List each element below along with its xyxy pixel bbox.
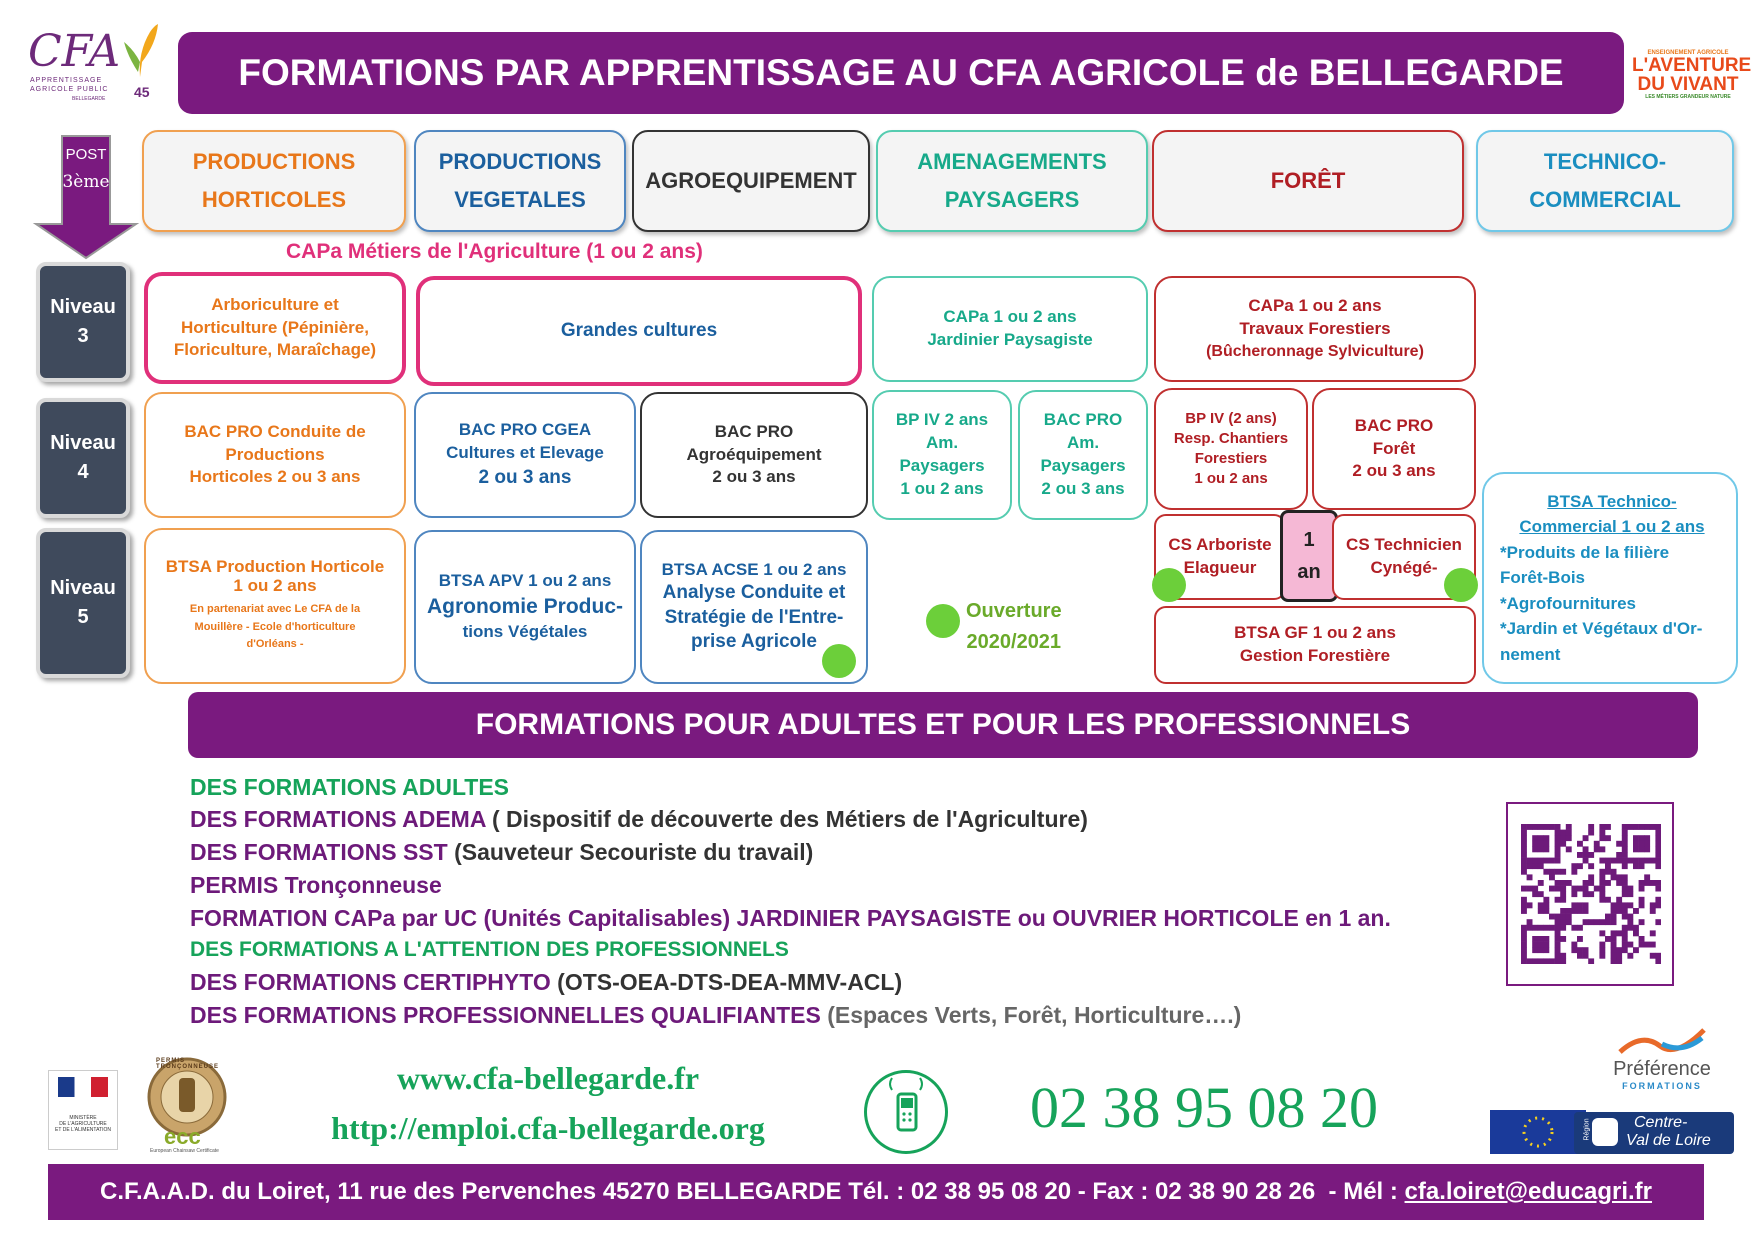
box-line: Arboriculture et — [211, 294, 339, 314]
category-agroequipement — [632, 130, 870, 232]
preference-sub: FORMATIONS — [1622, 1081, 1702, 1091]
line-main: DES FORMATIONS PROFESSIONNELLES QUALIFIANTES — [190, 1002, 828, 1028]
box-line: Horticoles 2 ou 3 ans — [189, 467, 361, 487]
bp-iv-am-paysagers — [872, 390, 1012, 520]
btsa-technico-commercial — [1482, 472, 1738, 684]
one-year-badge — [1280, 510, 1338, 602]
box-line: *Agrofournitures — [1500, 593, 1636, 613]
box-line: *Produits de la filière — [1500, 542, 1670, 562]
adult-line-1 — [190, 774, 509, 801]
box-line: Floriculture, Maraîchage) — [173, 340, 377, 360]
category-productions-vegetales — [414, 130, 626, 232]
box-line: Agroéquipement — [686, 444, 822, 464]
green-dot-icon — [1444, 568, 1478, 602]
box-line: Analyse Conduite et — [662, 582, 846, 604]
box-note: Mouillère - Ecole d'horticulture — [194, 620, 356, 633]
adult-title-text: FORMATIONS POUR ADULTES ET POUR LES PROFESSIONNELS — [475, 708, 1411, 741]
box-line: Jardinier Paysagiste — [927, 330, 1093, 349]
line-main: DES FORMATIONS SST — [190, 839, 455, 865]
line-main: DES FORMATIONS ADULTES — [190, 774, 510, 800]
green-dot-icon — [926, 604, 960, 638]
preference-wave-icon — [1612, 1024, 1712, 1058]
box-line: an — [1297, 561, 1321, 583]
level-label: Niveau — [50, 577, 116, 599]
bp-iv-resp-chantiers — [1154, 388, 1308, 510]
aventure-l2: DU VIVANT — [1637, 74, 1739, 95]
adult-line-2 — [190, 806, 1088, 833]
main-title-text: FORMATIONS PAR APPRENTISSAGE AU CFA AGRICOLE de BELLEGARDE — [238, 52, 1564, 93]
bac-pro-cgea — [414, 392, 636, 518]
aventure-l1: L'AVENTURE — [1632, 55, 1752, 76]
logo-line3: BELLEGARDE — [72, 96, 106, 102]
mobile-phone-icon — [864, 1070, 948, 1154]
box-line: 2 ou 3 ans — [478, 467, 572, 489]
bac-pro-horticoles — [144, 392, 406, 518]
box-line: BAC PRO — [1043, 410, 1123, 430]
bac-pro-am-paysagers — [1018, 390, 1148, 520]
bac-pro-agroequipement — [640, 392, 868, 518]
box-line: BTSA ACSE 1 ou 2 ans — [661, 559, 847, 579]
box-line: 2 ou 3 ans — [1352, 461, 1436, 481]
capa-travaux-forestiers — [1154, 276, 1476, 382]
box-line: Cynégé- — [1370, 558, 1438, 577]
line-detail: (Sauveteur Secouriste du travail) — [454, 839, 814, 865]
line-detail: (Espaces Verts, Forêt, Horticulture….) — [827, 1002, 1242, 1028]
box-line: Paysagers — [899, 456, 985, 475]
level-3 — [36, 262, 130, 382]
box-line: BAC PRO CGEA — [458, 420, 592, 440]
ouverture-label — [966, 596, 1062, 658]
ouverture-line: Ouverture — [966, 600, 1062, 622]
level-number: 5 — [77, 606, 89, 628]
level-number: 3 — [77, 325, 89, 347]
box-line: Am. — [925, 433, 959, 453]
permis-brand: ecc — [164, 1124, 201, 1149]
box-line: BAC PRO Conduite de — [184, 421, 366, 441]
region-l2: Val de Loire — [1626, 1132, 1711, 1149]
line-main: DES FORMATIONS A L'ATTENTION DES PROFESSIONNELS — [190, 938, 789, 961]
level-5 — [36, 528, 130, 678]
permis-tronconneuse-logo — [146, 1056, 228, 1154]
cat-line: PAYSAGERS — [944, 187, 1080, 212]
box-line: BAC PRO — [714, 421, 794, 441]
box-line: BP IV 2 ans — [895, 410, 989, 430]
phone-icon-circle — [864, 1070, 948, 1154]
box-line: CS Arboriste — [1168, 535, 1272, 555]
line-main: FORMATION CAPa par UC (Unités Capitalisables) JARDINIER PAYSAGISTE ou OUVRIER HORTICOLE en 1 an. — [190, 905, 1391, 931]
line-main: DES FORMATIONS CERTIPHYTO — [190, 969, 558, 995]
cat-line: TECHNICO- — [1543, 148, 1667, 174]
capa-jardinier-paysagiste — [872, 276, 1148, 382]
box-line: Productions — [225, 444, 325, 464]
phone-number[interactable]: 02 38 95 08 20 — [1030, 1075, 1378, 1140]
qr-code[interactable] — [1506, 802, 1674, 986]
cat-line: PRODUCTIONS — [438, 148, 602, 174]
box-line: (Bûcheronnage Sylviculture) — [1206, 343, 1424, 361]
bac-pro-foret — [1312, 388, 1476, 510]
box-line: Grandes cultures — [560, 320, 718, 342]
website-link[interactable]: www.cfa-bellegarde.fr — [396, 1060, 700, 1096]
box-line: BP IV (2 ans) — [1185, 409, 1277, 427]
box-line: Paysagers — [1040, 456, 1126, 475]
category-amenagements-paysagers — [876, 130, 1148, 232]
line-main: DES FORMATIONS ADEMA — [190, 806, 492, 832]
aventure-bottom: LES MÉTIERS GRANDEUR NATURE — [1645, 94, 1731, 100]
category-productions-horticoles — [142, 130, 406, 232]
ouverture-line: 2020/2021 — [966, 631, 1062, 653]
box-line: Forêt — [1372, 438, 1416, 458]
post-3eme-arrow — [32, 134, 140, 260]
box-line: Horticulture (Pépinière, — [181, 317, 369, 337]
adult-title — [188, 692, 1698, 758]
box-line: CS Technicien — [1346, 535, 1462, 555]
box-line: BTSA APV 1 ou 2 ans — [438, 570, 612, 590]
box-line: BTSA Technico- — [1547, 491, 1677, 511]
adult-line-7 — [190, 969, 902, 996]
adult-line-4 — [190, 872, 442, 899]
post-3eme-label: 3ème — [62, 172, 110, 192]
region-l1: Centre- — [1634, 1114, 1688, 1131]
eu-flag-icon — [1490, 1110, 1586, 1154]
adult-line-3 — [190, 839, 813, 866]
box-line: Forêt-Bois — [1500, 568, 1585, 588]
aventure-logo — [1632, 50, 1752, 108]
permis-ring-text: PERMIS TRONÇONNEUSE — [156, 1058, 220, 1070]
footer-bar — [48, 1164, 1704, 1220]
green-dot-icon — [822, 644, 856, 678]
line-detail: (OTS-OEA-DTS-DEA-MMV-ACL) — [557, 969, 903, 995]
box-line: Agronomie Produc- — [426, 594, 623, 618]
region-logo — [1574, 1112, 1734, 1154]
level-4 — [36, 398, 130, 518]
region-side: Région — [1583, 1118, 1591, 1141]
level-label: Niveau — [50, 296, 116, 318]
box-line: 1 ou 2 ans — [233, 575, 317, 595]
box-line: nement — [1500, 644, 1561, 664]
box-line: 1 — [1303, 529, 1315, 551]
category-technico-commercial — [1476, 130, 1734, 232]
box-line: 2 ou 3 ans — [1041, 478, 1125, 498]
box-line: Forestiers — [1194, 450, 1268, 467]
level-label: Niveau — [50, 432, 116, 454]
box-line: prise Agricole — [690, 631, 817, 653]
box-line: BTSA Production Horticole — [165, 556, 385, 576]
preference-logo — [1594, 1024, 1730, 1108]
aventure-top: ENSEIGNEMENT AGRICOLE — [1647, 50, 1729, 56]
box-line: CAPa 1 ou 2 ans — [1248, 296, 1382, 316]
emploi-link[interactable]: http://emploi.cfa-bellegarde.org — [331, 1110, 765, 1146]
box-line: Stratégie de l'Entre- — [664, 606, 844, 628]
box-line: 1 ou 2 ans — [1194, 470, 1268, 488]
main-title — [178, 32, 1624, 114]
box-line: 2 ou 3 ans — [712, 467, 796, 487]
capa-grandes-cultures — [416, 276, 862, 386]
cat-line: FORÊT — [1270, 167, 1346, 193]
eu-stars-icon — [1490, 1110, 1586, 1154]
ministry-line: ET DE L'ALIMENTATION — [55, 1127, 111, 1133]
adult-line-8 — [190, 1002, 1241, 1029]
green-dot-icon — [1152, 568, 1186, 602]
level-number: 4 — [77, 461, 89, 483]
box-line: Cultures et Elevage — [446, 443, 604, 463]
cfa-logo — [22, 22, 162, 108]
box-line: CAPa 1 ou 2 ans — [943, 307, 1077, 327]
line-detail: ( Dispositif de découverte des Métiers de l'Agriculture) — [491, 806, 1088, 832]
capa-arboriculture — [144, 272, 406, 384]
adult-line-6 — [190, 938, 789, 962]
footer-address: C.F.A.A.D. du Loiret, 11 rue des Pervenches 45270 BELLEGARDE Tél. : 02 38 95 08 20 - Fax : 02 38 90 28 26 - Mél : — [99, 1178, 1405, 1205]
capa-label: CAPa Métiers de l'Agriculture (1 ou 2 ans) — [286, 240, 703, 263]
cat-line: AMENAGEMENTS — [917, 148, 1107, 174]
box-note: En partenariat avec Le CFA de la — [189, 603, 361, 616]
box-line: BAC PRO — [1354, 415, 1434, 435]
box-line: *Jardin et Végétaux d'Or- — [1500, 619, 1703, 639]
region-map-icon — [1592, 1118, 1618, 1146]
leaf-icon — [120, 22, 160, 82]
cfa-logo-text: CFA — [28, 26, 121, 77]
line-main: PERMIS Tronçonneuse — [190, 872, 442, 898]
cat-line: HORTICOLES — [201, 187, 347, 212]
box-line: 1 ou 2 ans — [900, 478, 984, 498]
box-line: Am. — [1066, 433, 1100, 453]
qr-code-icon — [1521, 824, 1661, 964]
box-line: Commercial 1 ou 2 ans — [1519, 517, 1705, 537]
box-line: Gestion Forestière — [1239, 646, 1391, 665]
logo-num: 45 — [134, 84, 150, 100]
box-line: Elagueur — [1183, 558, 1257, 577]
box-line: Travaux Forestiers — [1239, 319, 1391, 339]
cat-line: PRODUCTIONS — [192, 148, 356, 174]
cat-line: VEGETALES — [454, 187, 586, 212]
cat-line: AGROEQUIPEMENT — [645, 167, 857, 193]
btsa-production-horticole — [144, 528, 406, 684]
post-label: POST — [65, 146, 107, 163]
permis-sub: European Chainsaw Certificate — [150, 1148, 219, 1154]
logo-line2: AGRICOLE PUBLIC — [30, 86, 109, 93]
preference-name: Préférence — [1613, 1058, 1711, 1080]
ministry-line: DE L'AGRICULTURE — [59, 1121, 107, 1127]
category-foret — [1152, 130, 1464, 232]
ministry-logo — [48, 1070, 118, 1150]
cat-line: COMMERCIAL — [1529, 187, 1681, 212]
box-line: BTSA GF 1 ou 2 ans — [1234, 623, 1396, 643]
logo-line1: APPRENTISSAGE — [30, 77, 103, 84]
box-line: Resp. Chantiers — [1173, 429, 1289, 447]
btsa-gestion-forestiere — [1154, 606, 1476, 684]
footer-email[interactable]: cfa.loiret@educagri.fr — [1404, 1178, 1653, 1205]
adult-line-5 — [190, 905, 1391, 932]
box-line: tions Végétales — [462, 622, 588, 642]
marianne-flag-icon — [58, 1077, 108, 1097]
btsa-apv — [414, 530, 636, 684]
box-note: d'Orléans - — [246, 638, 304, 651]
ministry-line: MINISTÈRE — [69, 1115, 97, 1121]
